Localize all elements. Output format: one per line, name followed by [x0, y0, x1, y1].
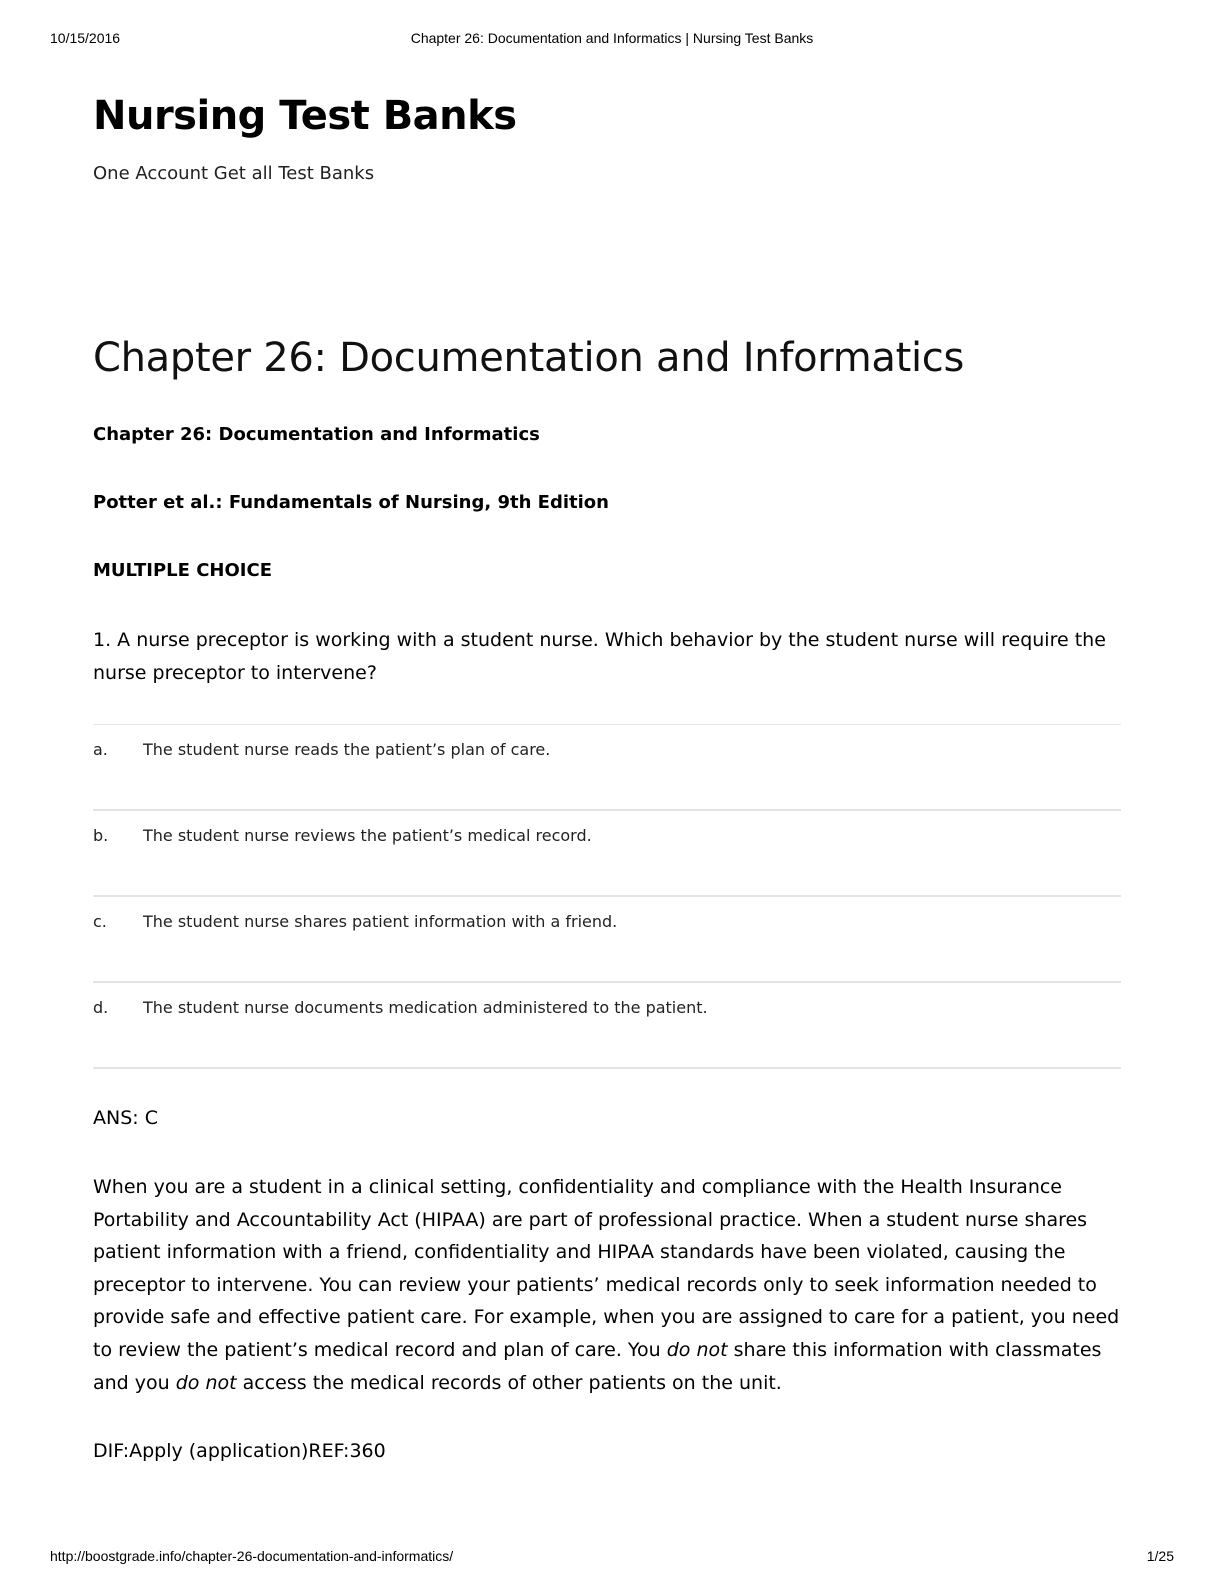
site-title[interactable]: Nursing Test Banks [93, 93, 517, 139]
choice-row [93, 811, 1121, 897]
rationale-part: access the medical records of other patients on the unit. [236, 1371, 782, 1394]
print-footer [0, 1548, 1224, 1568]
page-title: Chapter 26: Documentation and Informatics [93, 335, 965, 381]
choice-text: The student nurse shares patient information with a friend. [143, 912, 618, 931]
rationale-part: share this information with classmates and you [93, 1338, 1102, 1394]
page-number: 1/25 [1146, 1548, 1174, 1564]
chapter-heading: Chapter 26: Documentation and Informatics [93, 424, 540, 445]
page-url[interactable]: http://boostgrade.info/chapter-26-documentation-and-informatics/ [50, 1548, 454, 1564]
choice-letter: a. [93, 740, 108, 759]
choice-letter: b. [93, 826, 109, 845]
rationale-emphasis: do not [666, 1338, 728, 1361]
choice-letter: c. [93, 912, 107, 931]
choice-row [93, 897, 1121, 983]
rationale-part: When you are a student in a clinical setting, confidentiality and compliance with the Health Insurance Portability and Accountability Act (HIPAA) are part of professional practice. When a student nurse shares patient information with a friend, confidentiality and HIPAA standards have been violated, causing the preceptor to intervene. You can review your patients’ medical records only to seek information needed to provide safe and effective patient care. For example, when you are assigned to care for a patient, you need to review the patient’s medical record and plan of care. You [93, 1176, 1120, 1361]
choice-row [93, 725, 1121, 811]
choice-text: The student nurse documents medication administered to the patient. [143, 998, 708, 1017]
choices-table [93, 724, 1121, 1069]
print-header [0, 30, 1224, 50]
difficulty-reference: DIF:Apply (application)REF:360 [93, 1440, 386, 1462]
print-page-title: Chapter 26: Documentation and Informatics | Nursing Test Banks [410, 30, 814, 46]
section-heading: MULTIPLE CHOICE [93, 560, 272, 581]
book-heading: Potter et al.: Fundamentals of Nursing, 9th Edition [93, 492, 609, 513]
question-text: 1. A nurse preceptor is working with a student nurse. Which behavior by the student nurse will require the nurse preceptor to intervene? [93, 629, 1106, 684]
answer-key: ANS: C [93, 1107, 158, 1129]
choice-text: The student nurse reads the patient’s plan of care. [143, 740, 551, 759]
print-date: 10/15/2016 [50, 30, 121, 46]
choice-letter: d. [93, 998, 109, 1017]
rationale-text [93, 1171, 1123, 1399]
choice-row [93, 983, 1121, 1069]
rationale-emphasis: do not [175, 1371, 237, 1394]
choice-text: The student nurse reviews the patient’s medical record. [143, 826, 592, 845]
site-tagline: One Account Get all Test Banks [93, 163, 375, 184]
